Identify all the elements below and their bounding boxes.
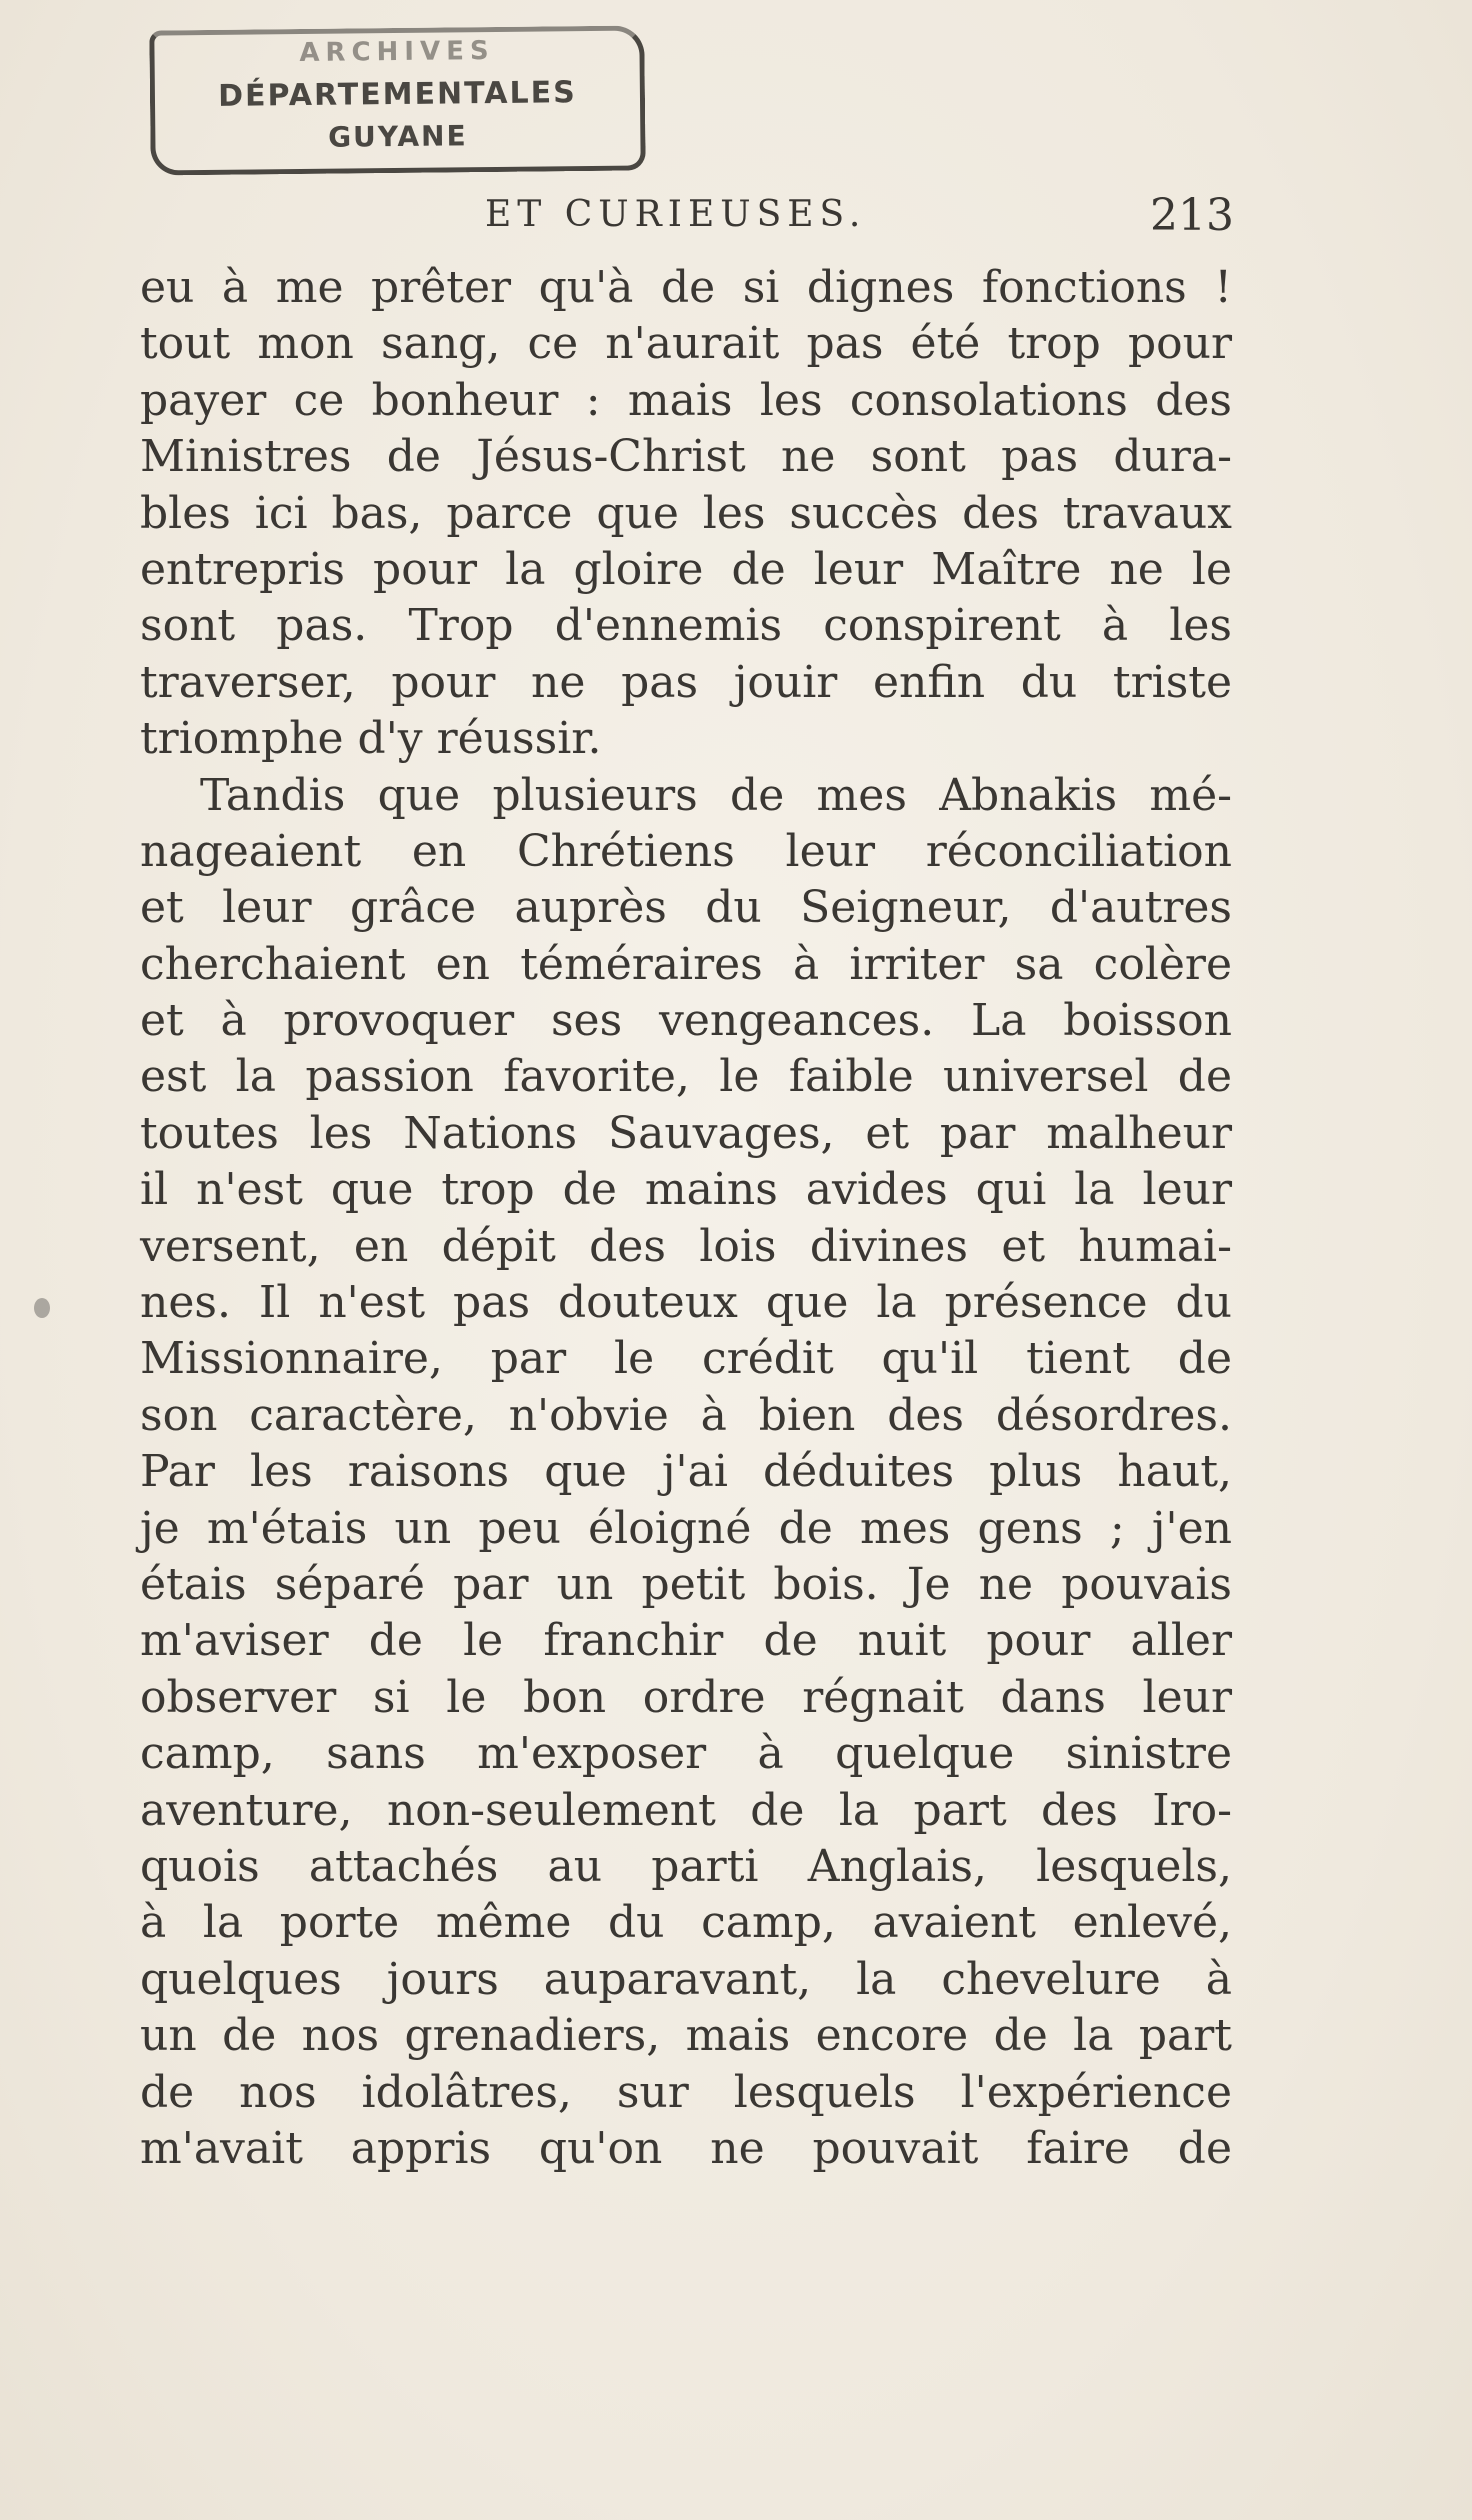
text-line: Tandis que plusieurs de mes Abnakis mé- — [200, 769, 1232, 821]
stamp-line-3: GUYANE — [327, 119, 468, 154]
text-line: je m'étais un peu éloigné de mes gens ; j'en — [140, 1502, 1232, 1554]
archive-stamp — [149, 25, 645, 175]
text-line: nes. Il n'est pas douteux que la présence du — [140, 1277, 1232, 1329]
text-line: eu à me prêter qu'à de si dignes fonctions ! — [140, 262, 1232, 313]
text-line: tout mon sang, ce n'aurait pas été trop pour — [140, 318, 1232, 370]
text-line: entrepris pour la gloire de leur Maître ne le — [140, 543, 1232, 595]
page-header — [140, 188, 1234, 248]
text-line: triomphe d'y réussir. — [140, 713, 602, 765]
stamp-line-1: ARCHIVES — [299, 35, 495, 69]
text-line: Par les raisons que j'ai déduites plus haut, — [140, 1446, 1232, 1498]
stamp-line-2: DÉPARTEMENTALES — [217, 75, 577, 114]
running-title: ET CURIEUSES. — [485, 194, 867, 235]
text-line: quois attachés au parti Anglais, lesquels, — [140, 1840, 1232, 1892]
text-line: toutes les Nations Sauvages, et par malheur — [140, 1107, 1232, 1159]
text-line: aventure, non-seulement de la part des Iro- — [140, 1784, 1232, 1836]
paper-speck — [34, 1298, 50, 1318]
text-line: sont pas. Trop d'ennemis conspirent à les — [140, 600, 1232, 652]
text-line: cherchaient en téméraires à irriter sa colère — [140, 938, 1232, 990]
text-line: un de nos grenadiers, mais encore de la part — [140, 2010, 1232, 2062]
text-line: m'avait appris qu'on ne pouvait faire de — [140, 2122, 1232, 2174]
text-line: quelques jours auparavant, la chevelure à — [140, 1953, 1232, 2005]
text-line: traverser, pour ne pas jouir enfin du triste — [140, 656, 1232, 708]
text-line: Ministres de Jésus-Christ ne sont pas dura- — [140, 431, 1232, 483]
text-line: son caractère, n'obvie à bien des désordres. — [140, 1389, 1232, 1441]
text-line: payer ce bonheur : mais les consolations des — [140, 374, 1232, 426]
text-line: observer si le bon ordre régnait dans leur — [140, 1671, 1232, 1723]
text-line: m'aviser de le franchir de nuit pour aller — [140, 1615, 1232, 1667]
text-line: et à provoquer ses vengeances. La boisson — [140, 995, 1232, 1047]
text-line: à la porte même du camp, avaient enlevé, — [140, 1897, 1232, 1949]
text-line: Missionnaire, par le crédit qu'il tient de — [140, 1333, 1232, 1385]
text-line: camp, sans m'exposer à quelque sinistre — [140, 1728, 1232, 1780]
body-text — [140, 260, 1232, 2177]
text-line: nageaient en Chrétiens leur réconciliation — [140, 825, 1232, 877]
text-line: est la passion favorite, le faible universel de — [140, 1051, 1232, 1103]
page-number: 213 — [1150, 190, 1234, 241]
text-line: de nos idolâtres, sur lesquels l'expérience — [140, 2066, 1232, 2118]
text-line: bles ici bas, parce que les succès des travaux — [140, 487, 1232, 539]
text-line: étais séparé par un petit bois. Je ne pouvais — [140, 1558, 1232, 1610]
text-line: versent, en dépit des lois divines et humai- — [140, 1220, 1232, 1272]
text-line: et leur grâce auprès du Seigneur, d'autres — [140, 882, 1232, 934]
text-line: il n'est que trop de mains avides qui la leur — [140, 1164, 1232, 1216]
